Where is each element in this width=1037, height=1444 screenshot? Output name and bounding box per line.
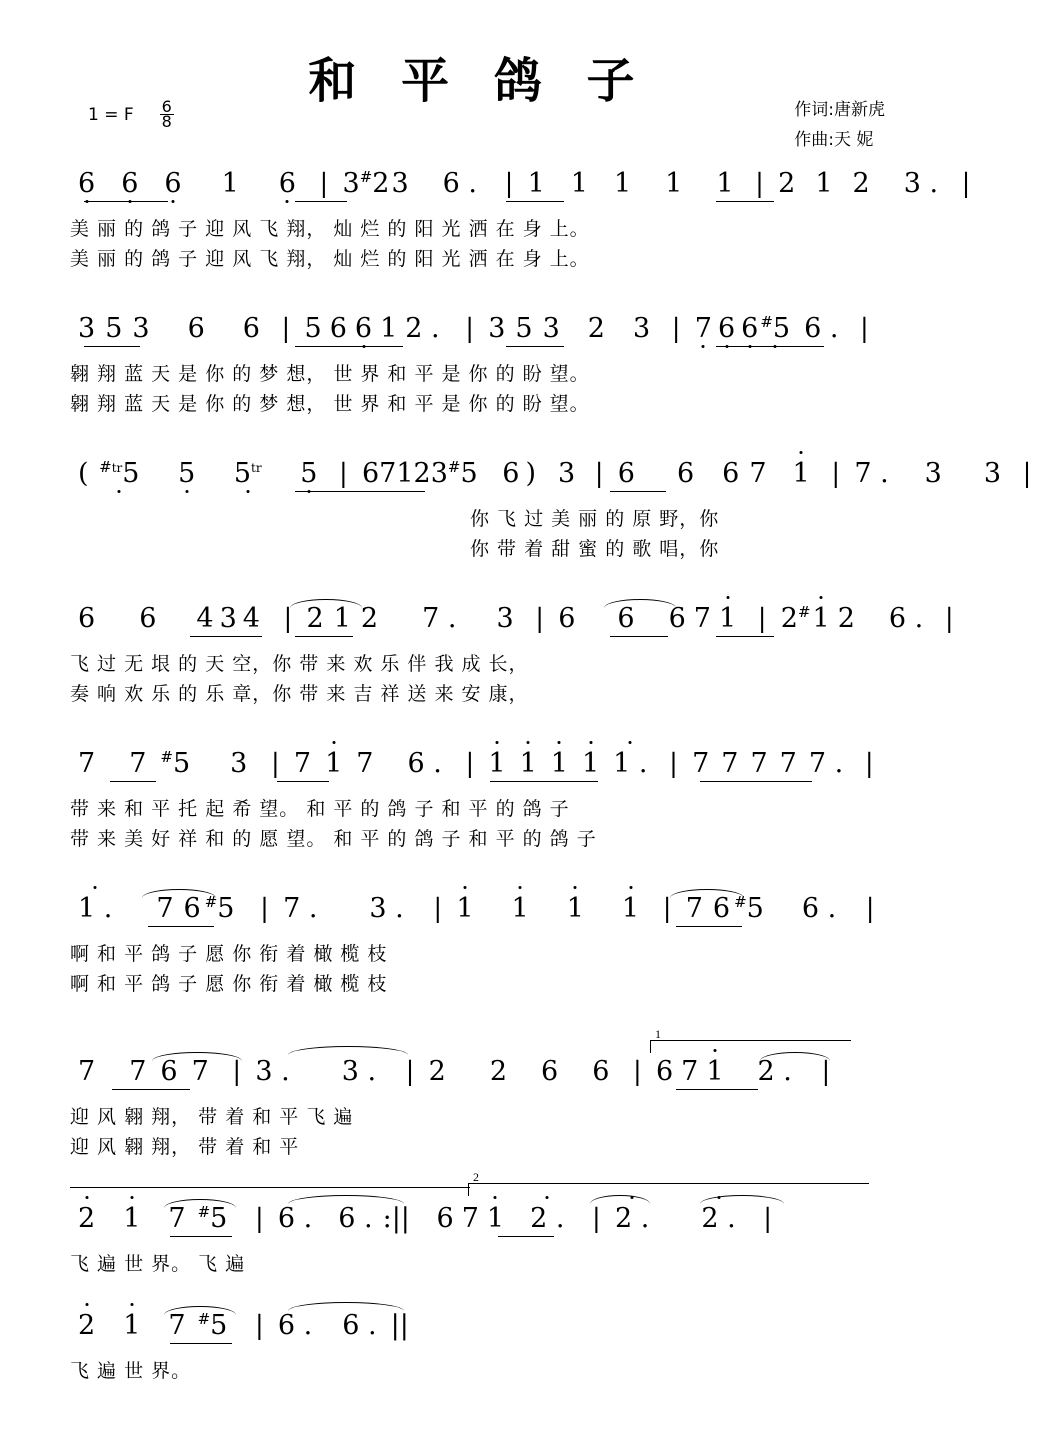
notes-row: 7 7 6 7 | 3 . 3 . | 2 2 6 6 | 6 7 1 2 . | — [0, 1056, 957, 1102]
notes-row: 6 6 4 3 4 | 2 1 2 7 . 3 | 6 6 6 7 1 | 2#1 2 6 . | — [0, 603, 957, 649]
credits — [794, 95, 885, 155]
key-signature — [88, 97, 174, 131]
time-signature — [160, 97, 174, 131]
key-label: 1 = F — [88, 104, 134, 125]
lyrics-verse-2: 你 带 着 甜 蜜 的 歌 唱，你 — [470, 538, 720, 560]
lyrics-verse-1: 美 丽 的 鸽 子 迎 风 飞 翔， 灿 烂 的 阳 光 洒 在 身 上。 — [70, 218, 590, 240]
meter-numerator: 6 — [161, 97, 172, 116]
system-7 — [0, 1028, 957, 1162]
composer: 作曲:天 妮 — [794, 130, 874, 150]
lyrics-verse-1: 迎 风 翱 翔， 带 着 和 平 飞 遍 — [70, 1106, 354, 1128]
first-ending-label: 1 — [655, 1027, 661, 1041]
lyrics-verse-2: 美 丽 的 鸽 子 迎 风 飞 翔， 灿 烂 的 阳 光 洒 在 身 上。 — [70, 248, 590, 270]
lyrics-verse-2: 迎 风 翱 翔， 带 着 和 平 — [70, 1136, 300, 1158]
lyrics-verse-1: 飞 遍 世 界。 飞 遍 — [70, 1253, 246, 1275]
lyrics-verse-1: 啊 和 平 鸽 子 愿 你 衔 着 橄 榄 枝 — [70, 943, 388, 965]
ending-line — [70, 1187, 470, 1188]
first-ending-bracket — [650, 1027, 851, 1053]
lyrics-verse-1: 你 飞 过 美 丽 的 原 野，你 — [470, 508, 720, 530]
system-4 — [0, 603, 957, 709]
notes-row: 2 1 7 #5 | 6 . 6 . :|| 6 7 1 2 . | 2 . 2 . | — [0, 1203, 957, 1249]
lyrics-verse-2: 翱 翔 蓝 天 是 你 的 梦 想， 世 界 和 平 是 你 的 盼 望。 — [70, 393, 590, 415]
lyrics-verse-2: 奏 响 欢 乐 的 乐 章，你 带 来 吉 祥 送 来 安 康， — [70, 683, 529, 705]
system-2 — [0, 313, 957, 419]
lyrics-verse-2: 带 来 美 好 祥 和 的 愿 望。 和 平 的 鸽 子 和 平 的 鸽 子 — [70, 828, 597, 850]
lyricist: 作词:唐新虎 — [794, 100, 885, 120]
notes-row: 3 5 3 6 6 | 5 6 6 1 2 . | 3 5 3 2 3 | 7 6 6 #5 6 . | — [0, 313, 957, 359]
lyrics-verse-2: 啊 和 平 鸽 子 愿 你 衔 着 橄 榄 枝 — [70, 973, 388, 995]
lyrics-verse-1: 翱 翔 蓝 天 是 你 的 梦 想， 世 界 和 平 是 你 的 盼 望。 — [70, 363, 590, 385]
page-title: 和 平 鸽 子 — [308, 53, 649, 109]
system-3 — [0, 458, 1032, 564]
system-9 — [0, 1310, 957, 1386]
notes-row: ( $^{\#tr}$5 5 $5^{tr}$ 5 | 67123#5 6 ) 3 | 6 6 6 7 1 | 7 . 3 3 | — [0, 458, 957, 504]
lyrics-verse-1: 带 来 和 平 托 起 希 望。 和 平 的 鸽 子 和 平 的 鸽 子 — [70, 798, 570, 820]
system-6 — [0, 893, 957, 999]
second-ending-label: 2 — [473, 1170, 479, 1184]
lyrics-verse-1: 飞 过 无 垠 的 天 空，你 带 来 欢 乐 伴 我 成 长， — [70, 653, 529, 675]
system-5 — [0, 748, 957, 854]
system-8 — [0, 1170, 957, 1279]
notes-row: 1 . 7 6 #5 | 7 . 3 . | 1 1 1 1 | 7 6 #5 6 . | — [0, 893, 957, 939]
notes-row: 2 1 7 #5 | 6 . 6 . || — [0, 1310, 957, 1356]
second-ending-bracket — [468, 1170, 869, 1196]
notes-row: 6 6 6 1 6 | 3#23 6 . | 1 1 1 1 1 | 2 1 2 3 . | — [0, 168, 957, 214]
lyrics-verse-1: 飞 遍 世 界。 — [70, 1360, 192, 1382]
meter-denominator: 8 — [161, 112, 172, 131]
system-1 — [0, 168, 971, 274]
notes-row: 7 7 #5 3 | 7 1 7 6 . | 1 1 1 1 1 . | 7 7 7 7 7 . | — [0, 748, 957, 794]
